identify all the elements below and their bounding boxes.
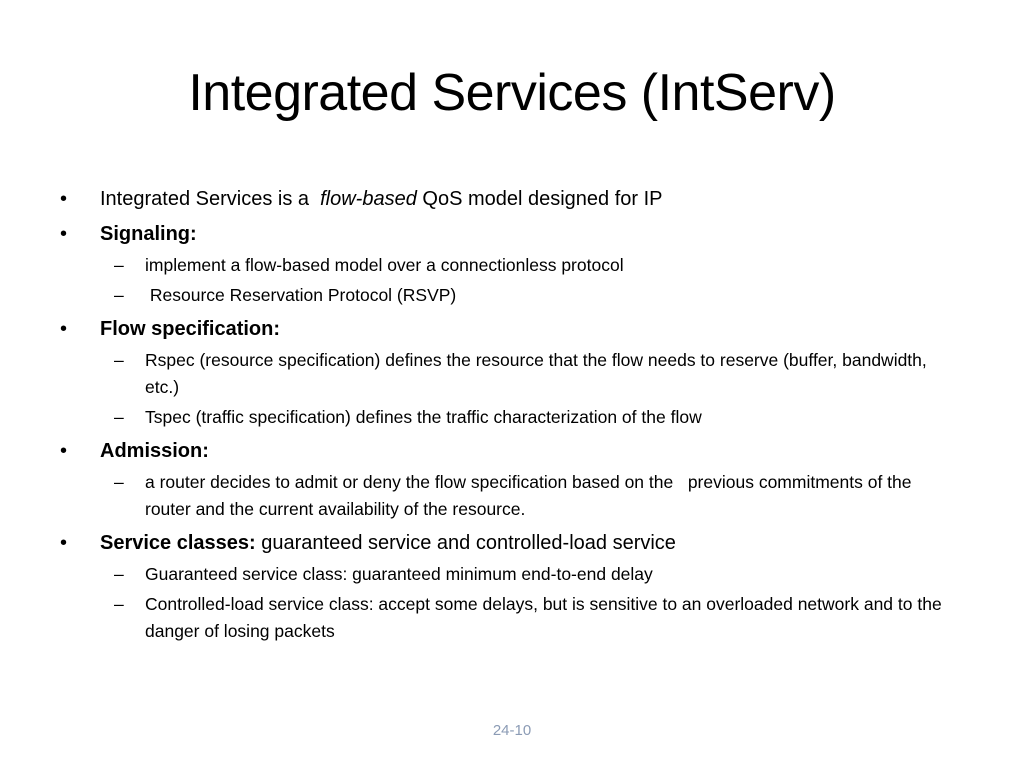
bullet-label: Flow specification:: [100, 318, 281, 340]
bullet-item: [60, 436, 960, 466]
sub-bullet-item: [60, 347, 960, 401]
bullet-icon: •: [60, 318, 68, 340]
bullet-item: [60, 528, 960, 558]
bullet-item: [60, 314, 960, 344]
sub-bullet-text: Tspec (traffic specification) defines the traffic characterization of the flow: [145, 407, 702, 427]
dash-icon: –: [114, 472, 124, 492]
page-number: 24-10: [492, 722, 532, 739]
dash-icon: –: [114, 594, 124, 614]
bullet-icon: •: [60, 223, 68, 245]
dash-icon: –: [114, 255, 124, 275]
sub-bullet-item: [60, 591, 960, 645]
sub-bullet-text: implement a flow-based model over a connectionless protocol: [145, 255, 624, 275]
bullet-emphasis: flow-based: [320, 188, 417, 210]
slide-body: [60, 184, 960, 645]
sub-bullet-text: a router decides to admit or deny the flow specification based on the previous commitments of the router and the current availability of the resource.: [145, 472, 917, 519]
sub-bullet-text: Guaranteed service class: guaranteed minimum end-to-end delay: [145, 564, 653, 584]
dash-icon: –: [114, 285, 124, 305]
bullet-label: Signaling:: [100, 223, 197, 245]
sub-bullet-text: Controlled-load service class: accept some delays, but is sensitive to an overloaded network and to the danger of losing packets: [145, 594, 942, 641]
dash-icon: –: [114, 564, 124, 584]
bullet-text-tail: QoS model designed for IP: [416, 188, 663, 210]
bullet-item: [60, 184, 960, 214]
slide-title: Integrated Services (IntServ): [188, 64, 836, 122]
sub-bullet-text: Resource Reservation Protocol (RSVP): [145, 285, 457, 305]
sub-bullet-item: [60, 282, 960, 309]
bullet-text: Integrated Services is a: [100, 188, 321, 210]
sub-bullet-item: [60, 252, 960, 279]
sub-bullet-item: [60, 561, 960, 588]
bullet-text-tail: guaranteed service and controlled-load service: [255, 532, 676, 554]
bullet-item: [60, 219, 960, 249]
bullet-icon: •: [60, 188, 68, 210]
sub-bullet-item: [60, 469, 960, 523]
bullet-icon: •: [60, 440, 68, 462]
bullet-label: Admission:: [100, 440, 209, 462]
dash-icon: –: [114, 407, 124, 427]
bullet-label: Service classes:: [100, 532, 256, 554]
bullet-icon: •: [60, 532, 68, 554]
sub-bullet-text: Rspec (resource specification) defines the resource that the flow needs to reserve (buffer, bandwidth, etc.): [145, 350, 927, 397]
sub-bullet-item: [60, 404, 960, 431]
dash-icon: –: [114, 350, 124, 370]
